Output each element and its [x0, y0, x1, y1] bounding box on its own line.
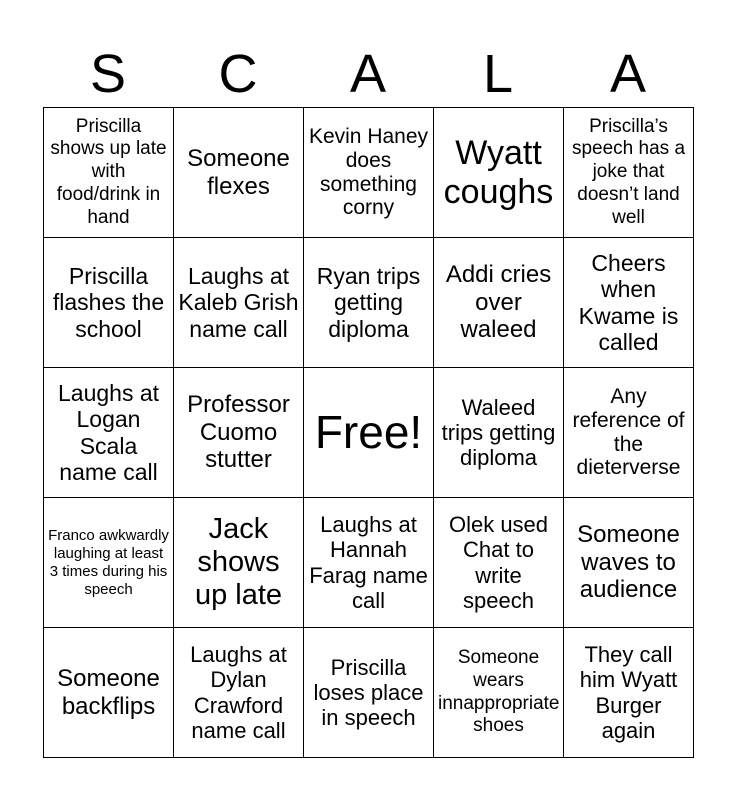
header-letter-a: A	[349, 44, 387, 104]
bingo-board	[43, 107, 694, 758]
bingo-cell[interactable]: Priscilla’s speech has a joke that doesn’t land well	[564, 108, 694, 238]
bingo-cell[interactable]: Olek used Chat to write speech	[434, 498, 564, 628]
board-row	[44, 238, 694, 368]
bingo-cell[interactable]: Waleed trips getting diploma	[434, 368, 564, 498]
header-letter-c: C	[218, 44, 258, 104]
bingo-cell[interactable]: Laughs at Hannah Farag name call	[304, 498, 434, 628]
header-letter-a-2: A	[609, 44, 647, 104]
bingo-cell[interactable]: Professor Cuomo stutter	[174, 368, 304, 498]
bingo-cell[interactable]: Cheers when Kwame is called	[564, 238, 694, 368]
bingo-cell[interactable]: Someone waves to audience	[564, 498, 694, 628]
header-letter-l: L	[482, 44, 514, 104]
bingo-cell[interactable]: Wyatt coughs	[434, 108, 564, 238]
bingo-cell[interactable]: Laughs at Dylan Crawford name call	[174, 628, 304, 758]
board-row	[44, 108, 694, 238]
board-row	[44, 368, 694, 498]
bingo-cell[interactable]: Any reference of the dieterverse	[564, 368, 694, 498]
board-row	[44, 628, 694, 758]
free-space-cell[interactable]: Free!	[304, 368, 434, 498]
bingo-cell[interactable]: Priscilla shows up late with food/drink in hand	[44, 108, 174, 238]
bingo-cell[interactable]: Priscilla loses place in speech	[304, 628, 434, 758]
bingo-cell[interactable]: They call him Wyatt Burger again	[564, 628, 694, 758]
bingo-cell[interactable]: Addi cries over waleed	[434, 238, 564, 368]
bingo-cell[interactable]: Someone backflips	[44, 628, 174, 758]
bingo-cell[interactable]: Kevin Haney does something corny	[304, 108, 434, 238]
bingo-cell[interactable]: Ryan trips getting diploma	[304, 238, 434, 368]
bingo-header	[43, 42, 693, 106]
board-row	[44, 498, 694, 628]
bingo-cell[interactable]: Priscilla flashes the school	[44, 238, 174, 368]
bingo-cell[interactable]: Franco awkwardly laughing at least 3 times during his speech	[44, 498, 174, 628]
header-letter-s: S	[89, 44, 127, 104]
bingo-cell[interactable]: Laughs at Logan Scala name call	[44, 368, 174, 498]
bingo-cell[interactable]: Someone flexes	[174, 108, 304, 238]
bingo-cell[interactable]: Jack shows up late	[174, 498, 304, 628]
bingo-cell[interactable]: Someone wears innappropriate shoes	[434, 628, 564, 758]
bingo-cell[interactable]: Laughs at Kaleb Grish name call	[174, 238, 304, 368]
